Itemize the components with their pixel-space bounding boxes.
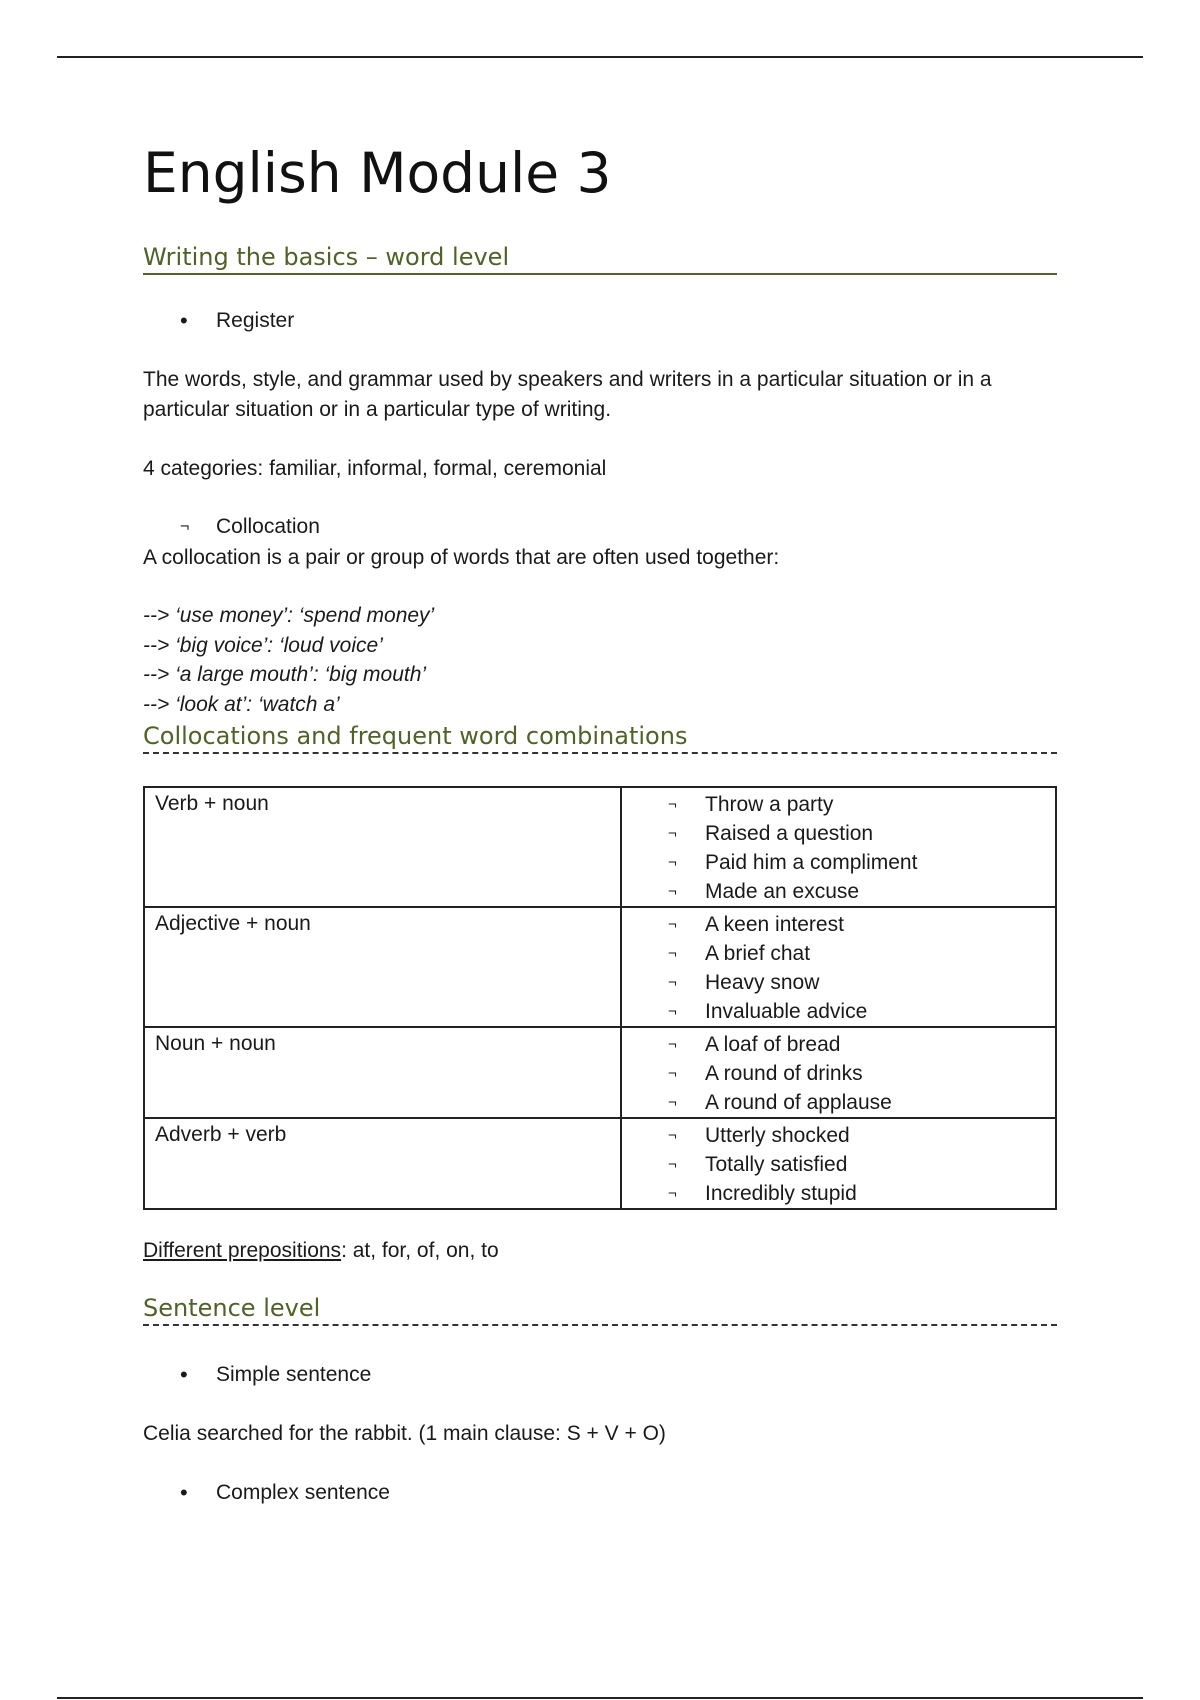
dash-bullet-icon: ¬ (668, 1185, 677, 1202)
dash-bullet-icon: ¬ (668, 916, 677, 933)
section-heading-word-level: Writing the basics – word level (143, 242, 1057, 275)
table-cell-category: Adjective + noun (144, 907, 621, 1027)
list-item (622, 997, 1055, 1026)
table-cell-examples (621, 787, 1056, 907)
dash-bullet-icon: ¬ (668, 1003, 677, 1020)
dash-bullet-icon: ¬ (180, 518, 190, 535)
dash-bullet-icon: ¬ (668, 1156, 677, 1173)
list-item (622, 848, 1055, 877)
table-row (144, 907, 1056, 1027)
collocation-table (143, 786, 1057, 1210)
list-item-text: Made an excuse (705, 880, 860, 903)
example-list (622, 1121, 1055, 1208)
bullet-dot-icon: • (180, 1362, 188, 1387)
list-item-text: A keen interest (705, 913, 844, 936)
dash-bullet-icon: ¬ (668, 1127, 677, 1144)
example-list (622, 790, 1055, 906)
bullet-complex-sentence: Complex sentence (216, 1481, 390, 1504)
list-item-text: Heavy snow (705, 971, 820, 994)
list-item-text: Paid him a compliment (705, 851, 918, 874)
section-heading-collocations: Collocations and frequent word combinations (143, 721, 1057, 754)
list-item-text: Incredibly stupid (705, 1182, 857, 1205)
list-item (622, 910, 1055, 939)
register-categories: 4 categories: familiar, informal, formal, ceremonial (143, 457, 607, 480)
list-item (622, 1059, 1055, 1088)
dash-bullet-icon: ¬ (668, 1065, 677, 1082)
prepositions-label: Different prepositions (143, 1239, 342, 1262)
bullet-register: Register (216, 309, 295, 332)
dash-bullet-icon: ¬ (668, 1094, 677, 1111)
page-top-rule (57, 56, 1143, 58)
table-row (144, 1118, 1056, 1209)
list-item-text: Invaluable advice (705, 1000, 868, 1023)
list-item (622, 1179, 1055, 1208)
collocation-example: --> ‘look at’: ‘watch a’ (143, 693, 340, 716)
table-cell-examples (621, 907, 1056, 1027)
dash-bullet-icon: ¬ (668, 796, 677, 813)
collocation-example: --> ‘a large mouth’: ‘big mouth’ (143, 663, 427, 686)
list-item-text: A loaf of bread (705, 1033, 841, 1056)
register-definition: The words, style, and grammar used by speakers and writers in a particular situation or in a particular situation or in a particular type of writing. (143, 368, 992, 421)
list-item-text: A round of drinks (705, 1062, 863, 1085)
table-cell-category: Verb + noun (144, 787, 621, 907)
example-list (622, 910, 1055, 1026)
table-row (144, 787, 1056, 907)
table-row (144, 1027, 1056, 1118)
prepositions-values: : at, for, of, on, to (341, 1239, 499, 1262)
bullet-simple-sentence: Simple sentence (216, 1363, 372, 1386)
collocation-example: --> ‘big voice’: ‘loud voice’ (143, 634, 383, 657)
list-item-text: A round of applause (705, 1091, 892, 1114)
document-title: English Module 3 (143, 141, 612, 205)
collocation-example: --> ‘use money’: ‘spend money’ (143, 604, 435, 627)
list-item (622, 1088, 1055, 1117)
section-heading-sentence-level: Sentence level (143, 1293, 1057, 1326)
list-item (622, 1030, 1055, 1059)
bullet-dot-icon: • (180, 308, 188, 333)
collocation-definition: A collocation is a pair or group of words that are often used together: (143, 546, 780, 569)
list-item (622, 1150, 1055, 1179)
dash-bullet-icon: ¬ (668, 883, 677, 900)
table-cell-examples (621, 1027, 1056, 1118)
bullet-dot-icon: • (180, 1480, 188, 1505)
list-item-text: A brief chat (705, 942, 811, 965)
example-list (622, 1030, 1055, 1117)
list-item (622, 968, 1055, 997)
table-cell-category: Noun + noun (144, 1027, 621, 1118)
simple-sentence-example: Celia searched for the rabbit. (1 main clause: S + V + O) (143, 1422, 666, 1445)
dash-bullet-icon: ¬ (668, 1036, 677, 1053)
list-item-text: Throw a party (705, 793, 834, 816)
table-cell-examples (621, 1118, 1056, 1209)
dash-bullet-icon: ¬ (668, 945, 677, 962)
prepositions-line (143, 1236, 499, 1266)
list-item-text: Utterly shocked (705, 1124, 850, 1147)
list-item (622, 790, 1055, 819)
list-item (622, 877, 1055, 906)
dash-bullet-icon: ¬ (668, 825, 677, 842)
list-item-text: Totally satisfied (705, 1153, 848, 1176)
dash-bullet-icon: ¬ (668, 974, 677, 991)
list-item (622, 939, 1055, 968)
dash-bullet-icon: ¬ (668, 854, 677, 871)
page-bottom-rule (57, 1697, 1143, 1699)
bullet-collocation: Collocation (216, 515, 320, 538)
list-item (622, 819, 1055, 848)
table-cell-category: Adverb + verb (144, 1118, 621, 1209)
list-item-text: Raised a question (705, 822, 874, 845)
list-item (622, 1121, 1055, 1150)
